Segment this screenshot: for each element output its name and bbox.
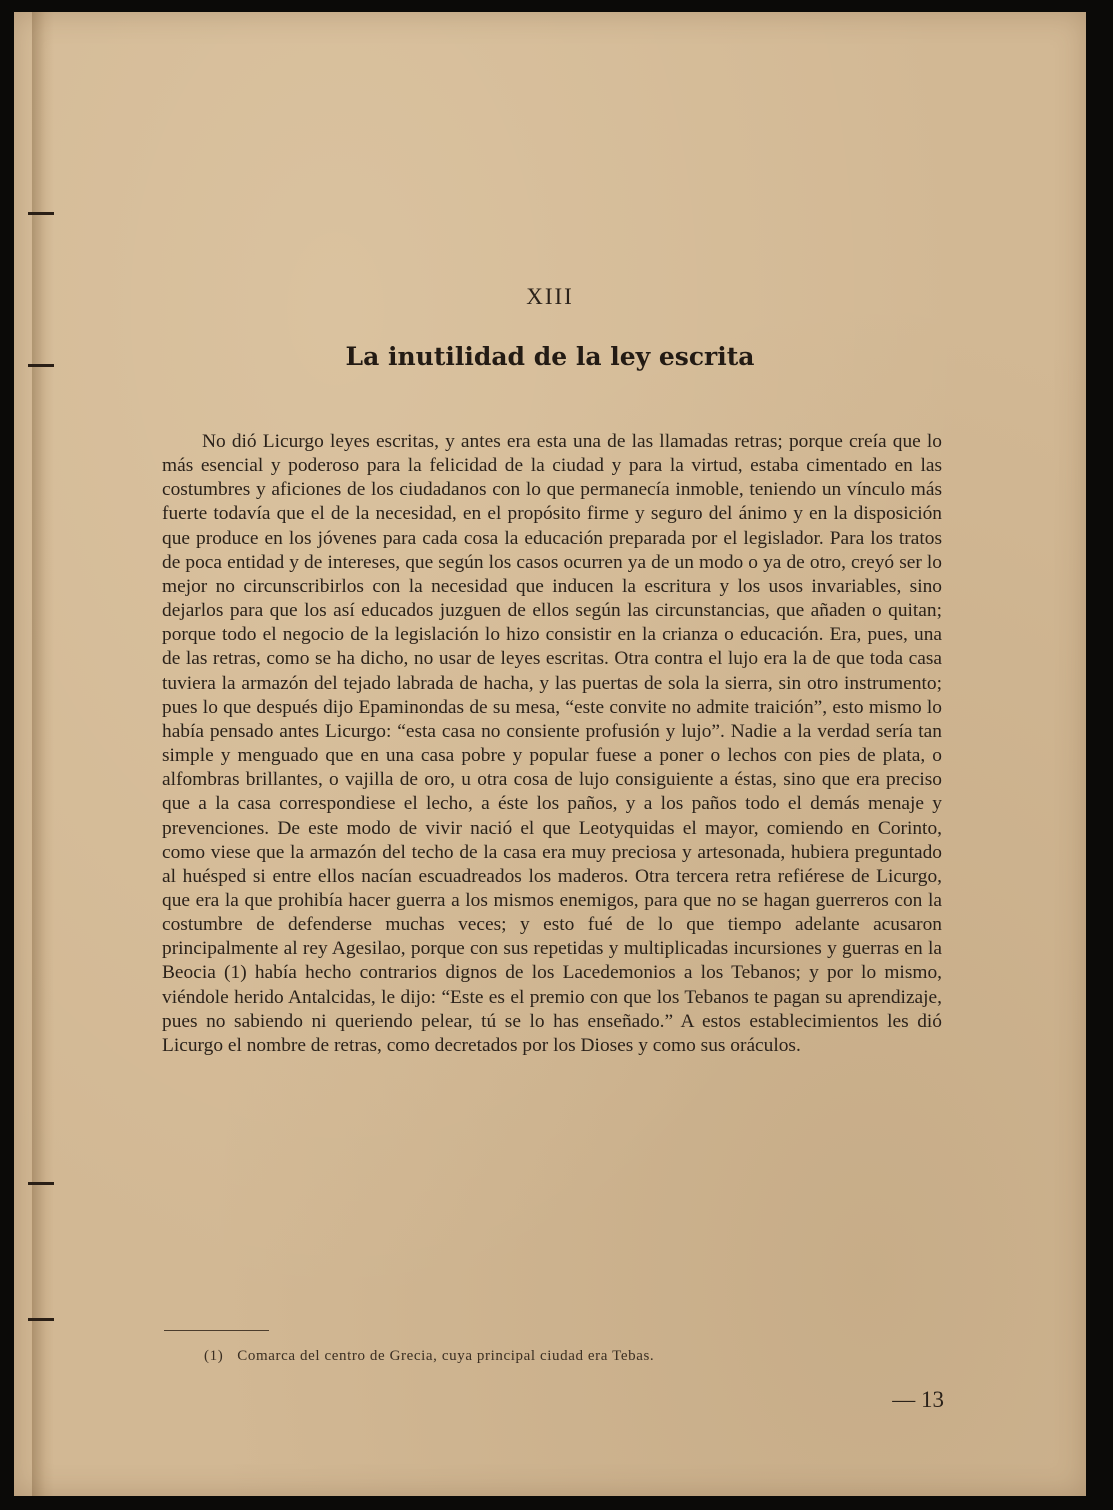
chapter-title: La inutilidad de la ley escrita xyxy=(345,342,755,371)
footnote xyxy=(204,1348,654,1365)
footnote-mark: (1) xyxy=(204,1348,224,1364)
book-page xyxy=(14,12,1086,1496)
binding-stitch xyxy=(28,1318,54,1321)
body-paragraph: No dió Licurgo leyes escritas, y antes era esta una de las llamadas retras; porque creía que lo más esencial y poderoso para la felicidad de la ciudad y para la virtud, estaba cimentado en las costumbres y aficiones de los ciudadanos con lo que permanecía inmoble, teniendo un vínculo más fuerte todavía que el de la necesidad, en el propósito firme y seguro del ánimo y en la disposición que produce en los jóvenes para cada cosa la educación preparada por el legislador. Para los tratos de poca entidad y de intereses, que según los casos ocurren ya de un modo o ya de otro, creyó ser lo mejor no circunscribirlos con la necesidad que inducen la escritura y los usos invariables, sino dejarlos para que los así educados juzguen de ellos según las circunstancias, que añaden o quitan; porque todo el negocio de la legislación lo hizo consistir en la crianza o educación. Era, pues, una de las retras, como se ha dicho, no usar de leyes escritas. Otra contra el lujo era la de que toda casa tuviera la armazón del tejado labrada de hacha, y las puertas de sola la sierra, sin otro instrumento; pues lo que después dijo Epaminondas de su mesa, “este convite no admite traición”, esto mismo lo había pensado antes Licurgo: “esta casa no consiente profusión y lujo”. Nadie a la verdad sería tan simple y menguado que en una casa pobre y popular fuese a poner o lechos con pies de plata, o alfombras brillantes, o vajilla de oro, u otra cosa de lujo consiguiente a éstas, sino que era preciso que a la casa correspondiese el lecho, a éste los paños, y a los paños todo el demás menaje y prevenciones. De este modo de vivir nació el que Leotyquidas el mayor, comiendo en Corinto, como viese que la armazón del techo de la casa era muy preciosa y artesonada, hubiera preguntado al huésped si entre ellos nacían escuadreados los maderos. Otra tercera retra refiérese de Licurgo, que era la que prohibía hacer guerra a los mismos enemigos, para que no se hagan guerreros con la costumbre de defenderse muchas veces; y esto fué de lo que tiempo adelante acusaron principalmente al rey Agesilao, porque con sus repetidas y multiplicadas incursiones y guerras en la Beocia (1) había hecho contrarios dignos de los Lacedemonios a los Tebanos; y por lo mismo, viéndole herido Antalcidas, le dijo: “Este es el premio con que los Tebanos te pagan su aprendizaje, pues no sabiendo ni queriendo pelear, tú se lo has enseñado.” A estos establecimientos les dió Licurgo el nombre de retras, como decretados por los Dioses y como sus oráculos. xyxy=(162,431,942,1056)
footnote-text: Comarca del centro de Grecia, cuya principal ciudad era Tebas. xyxy=(237,1348,655,1364)
binding-stitch xyxy=(28,212,54,215)
footnote-divider xyxy=(164,1330,269,1331)
chapter-number: XIII xyxy=(526,284,574,309)
page-spine-shadow xyxy=(32,12,54,1496)
page-number: — 13 xyxy=(892,1387,944,1412)
binding-stitch xyxy=(28,1182,54,1185)
